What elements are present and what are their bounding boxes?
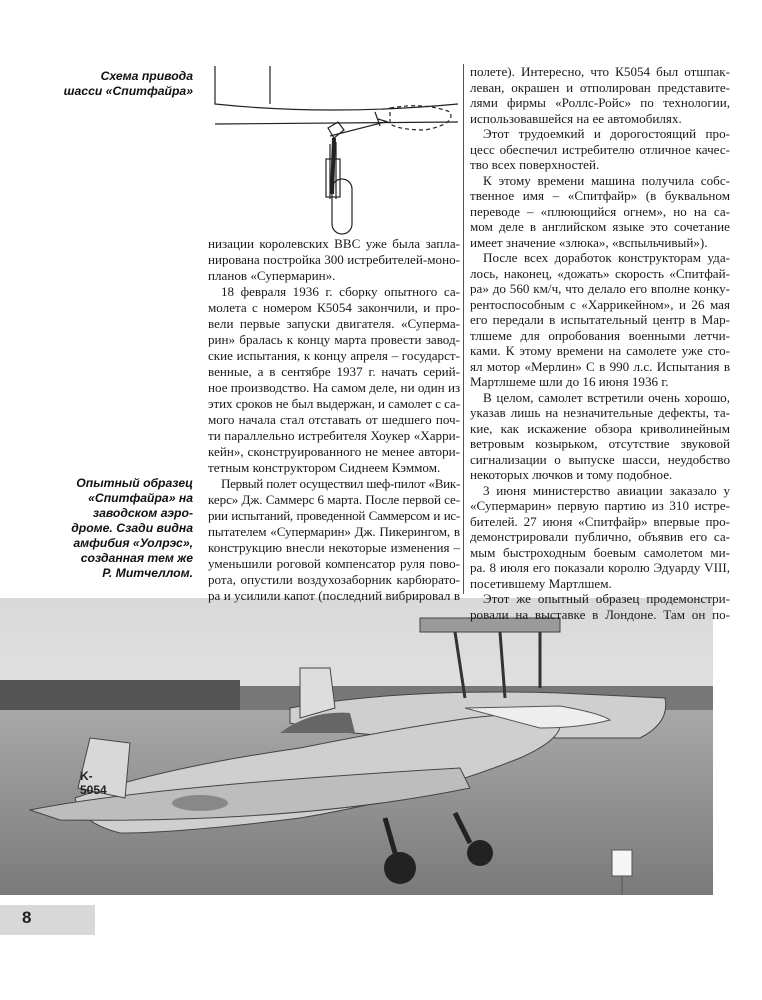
caption-line: Р. Митчеллом.	[102, 566, 193, 580]
tail-code: 5054	[80, 783, 107, 797]
text-line: нирована постройка 300 истребителей-моно-	[208, 252, 460, 267]
text-line: ские испытания, к концу апреля – государст-	[208, 348, 460, 363]
text-line: венные, а в сентябре 1937 г. начать серий-	[208, 364, 460, 379]
text-line: уменьшили роговой компенсатор руля пово-	[208, 556, 460, 571]
text-line: леван, окрашен и отполирован представите-	[470, 79, 730, 95]
text-column-left	[208, 236, 460, 604]
text-line: рота, опустили воздухозаборник карбюрато-	[208, 572, 460, 587]
photo-caption	[40, 476, 193, 581]
text-line: мого начала стал отставать от шедшего поч-	[208, 412, 460, 427]
text-line: сигнализации о выпуске шасси, неудобство	[470, 451, 730, 467]
tail-code: K-	[80, 769, 93, 783]
caption-line: амфибия «Уолрэс»,	[73, 536, 193, 550]
text-line: К этому времени машина получила собс-	[483, 172, 730, 188]
text-line: мым быстроходным боевым самолетом ми-	[470, 544, 730, 560]
text-line: бителей. 27 июня «Спитфайр» впервые про-	[470, 513, 730, 529]
column-divider	[463, 64, 464, 594]
text-line: кейн», сконструированного не менее автори-	[208, 444, 460, 459]
text-line: кие, как искажение обзора криволинейным	[470, 420, 730, 436]
diagram-caption	[60, 69, 193, 99]
text-line: Этот трудоемкий и дорогостоящий про-	[483, 126, 730, 141]
text-line: имеет значение «злюка», «вспыльчивый»).	[470, 234, 708, 250]
text-line: пытателем «Супермарин» Дж. Пикерингом, в	[208, 524, 460, 539]
text-line: «Супермарин» первую партию из 310 истре-	[470, 498, 730, 513]
text-line: его передали в испытательный центр в Мар-	[470, 312, 730, 327]
text-line: рин» бралась к концу марта провести завод-	[208, 332, 460, 347]
text-line: посетившему Мартлшем.	[470, 575, 612, 591]
text-line: ками. К этому времени на самолете уже сто-	[470, 343, 730, 358]
text-line: лось, наконец, «дожать» скорость «Спитфай-	[470, 265, 730, 281]
landing-gear-diagram	[210, 64, 462, 236]
text-line: демонстрировали публично, объявив его са-	[470, 529, 730, 544]
text-line: ра и усилили капот (последний вибрировал в	[208, 588, 460, 603]
text-line: ровали на выставке в Лондоне. Там он по-	[470, 606, 730, 622]
text-line: планов «Супермарин».	[208, 268, 336, 283]
text-line: ветровым козырьком, отсутствие звуковой	[470, 436, 730, 451]
text-line: ное производство. На самом деле, ни один из	[208, 380, 461, 395]
text-line: мом деле в английском языке это сочетание	[470, 219, 730, 234]
text-line: использовавшейся на ее автомобилях.	[470, 110, 682, 126]
text-line: переводе – «плюющийся огнем», но на са-	[470, 203, 730, 219]
text-line: тлшеме для опробования военными летчи-	[470, 327, 730, 343]
text-line: ра» до 560 км/ч, что делало его вполне конку-	[470, 281, 730, 296]
text-line: конструкцию внесли некоторые изменения –	[208, 540, 460, 555]
caption-line: Опытный образец	[76, 476, 193, 490]
text-line: некоторых лючков и тому подобное.	[470, 467, 673, 482]
text-line: твенное имя – «Спитфайр» (в буквальном	[470, 188, 730, 203]
text-line: ти параллельно истребителя Хоукер «Харри-	[208, 428, 460, 443]
text-line: Первый полет осуществил шеф-пилот «Вик-	[221, 476, 460, 491]
spitfire-prototype-photo	[0, 598, 713, 895]
text-line: После всех доработок конструкторам уда-	[483, 250, 730, 265]
page-number-box	[0, 905, 95, 935]
caption-line: шасси «Спитфайра»	[63, 84, 193, 98]
caption-line: дроме. Сзади видна	[71, 521, 193, 535]
caption-line: созданная тем же	[80, 551, 193, 565]
text-line: Мартлшеме шли до 16 июня 1936 г.	[470, 374, 669, 389]
text-line: В целом, самолет встретили очень хорошо,	[483, 389, 730, 405]
page-number: 8	[22, 908, 32, 927]
text-line: ял мотор «Мерлин» С в 990 л.с. Испытания в	[470, 358, 730, 374]
text-line: молета с номером К5054 закончили, и про-	[208, 300, 460, 315]
text-line: керс» Дж. Саммерс 6 марта. После первой се-	[208, 492, 460, 507]
text-line: рии испытаний, проведенной Саммерсом и ис-	[208, 508, 460, 523]
text-line: 18 февраля 1936 г. сборку опытного са-	[221, 284, 460, 299]
text-line: рентоспособным с «Харрикейном», и 26 мая	[470, 296, 730, 312]
text-line: Этот же опытный образец продемонстри-	[483, 591, 730, 606]
caption-line: заводском аэро-	[92, 506, 193, 520]
text-line: 3 июня министерство авиации заказало у	[483, 482, 730, 498]
text-column-right	[470, 64, 730, 622]
text-line: полете). Интересно, что К5054 был отшпак-	[470, 64, 730, 79]
text-line: этих сроков не был выдержан, и самолет с са-	[208, 396, 460, 411]
text-line: тво всех поверхностей.	[470, 157, 600, 172]
text-line: лями фирмы «Роллс-Ройс» по технологии,	[470, 95, 730, 110]
text-line: цесс обеспечил истребителю отличное качес-	[470, 141, 730, 157]
text-line: низации королевских ВВС уже была запла-	[208, 236, 460, 251]
caption-line: «Спитфайра» на	[88, 491, 193, 505]
text-line: указав лишь на незначительные дефекты, та-	[470, 405, 730, 420]
text-line: тетным конструктором Сиднеем Кэммом.	[208, 460, 441, 475]
caption-line: Схема привода	[100, 69, 193, 83]
text-line: вели первые запуски двигателя. «Суперма-	[208, 316, 460, 331]
text-line: ра. 8 июля его показали королю Эдуарду VIII,	[470, 560, 730, 575]
